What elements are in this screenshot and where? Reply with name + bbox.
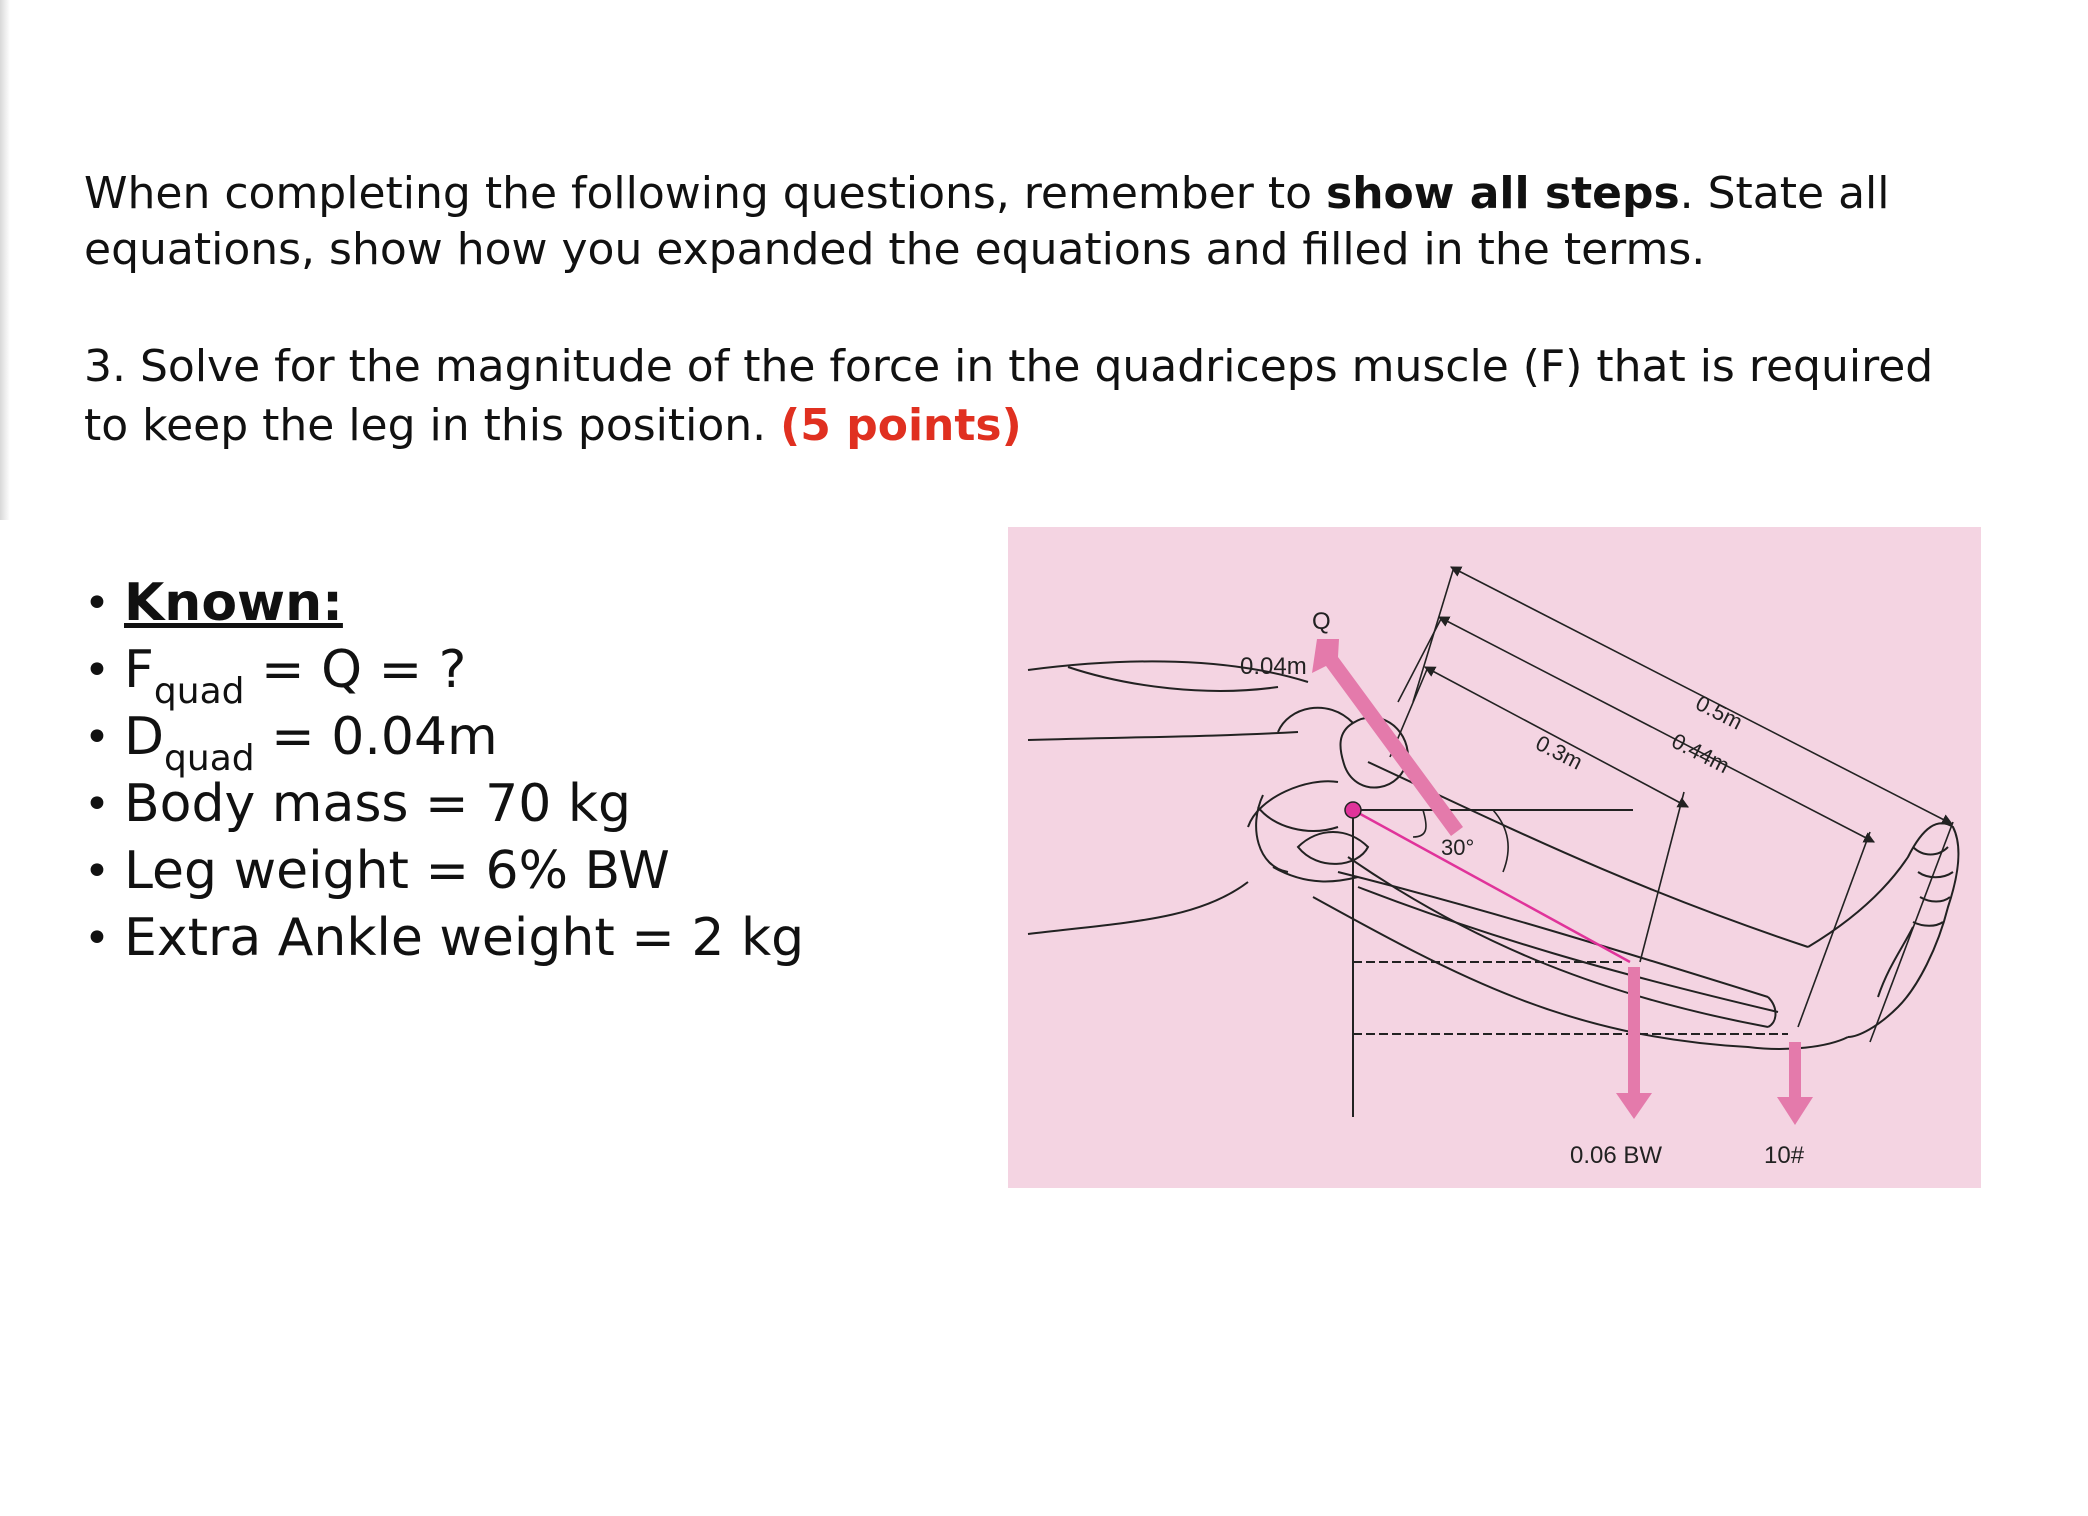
known-item-ankle-weight: • Extra Ankle weight = 2 kg: [84, 905, 804, 972]
lower-leg-outline: [1313, 762, 1848, 1049]
instructions-text: When completing the following questions, remember to show all steps. State all equations, show how you expanded the equations and filled in the terms.: [84, 168, 1890, 275]
known-list: [84, 570, 804, 972]
quad-force-arrow: [1312, 639, 1463, 836]
angle-arc: [1413, 810, 1426, 837]
known-item-leg-weight: • Leg weight = 6% BW: [84, 838, 804, 905]
leg-weight-arrow: [1616, 967, 1652, 1119]
page-edge-shadow: [0, 0, 10, 520]
thigh-outline: [1028, 661, 1308, 934]
ankle-weight-arrow: [1777, 1042, 1813, 1125]
known-item-body-mass: • Body mass = 70 kg: [84, 771, 804, 838]
label-d-total: 0.5m: [1691, 690, 1747, 735]
label-d-quad: 0.04m: [1240, 653, 1307, 680]
question-text: 3. Solve for the magnitude of the force in the quadriceps muscle (F) that is required to keep the leg in this position. (5 points): [84, 341, 1934, 451]
label-q: Q: [1312, 608, 1331, 635]
angle-arc-quad: [1493, 810, 1508, 872]
known-item-dquad: • $D_{quad} = 0.04m$: [84, 704, 804, 771]
label-ankle-weight: 10#: [1764, 1142, 1805, 1169]
instructions-emphasis: show all steps: [1326, 168, 1680, 219]
leg-diagram: [1008, 527, 1981, 1188]
label-d-ankle: 0.44m: [1667, 728, 1734, 779]
label-leg-weight: 0.06 BW: [1570, 1142, 1663, 1169]
label-d-leg: 0.3m: [1531, 730, 1587, 775]
dimension-lines: [1390, 567, 1953, 1042]
question-points: (5 points): [780, 400, 1022, 451]
known-heading: • Known:: [84, 570, 804, 637]
known-item-fquad: • $F_{quad} = Q$ = ?: [84, 637, 804, 704]
label-angle: 30°: [1441, 835, 1475, 860]
knee-axis-point: [1345, 802, 1361, 818]
